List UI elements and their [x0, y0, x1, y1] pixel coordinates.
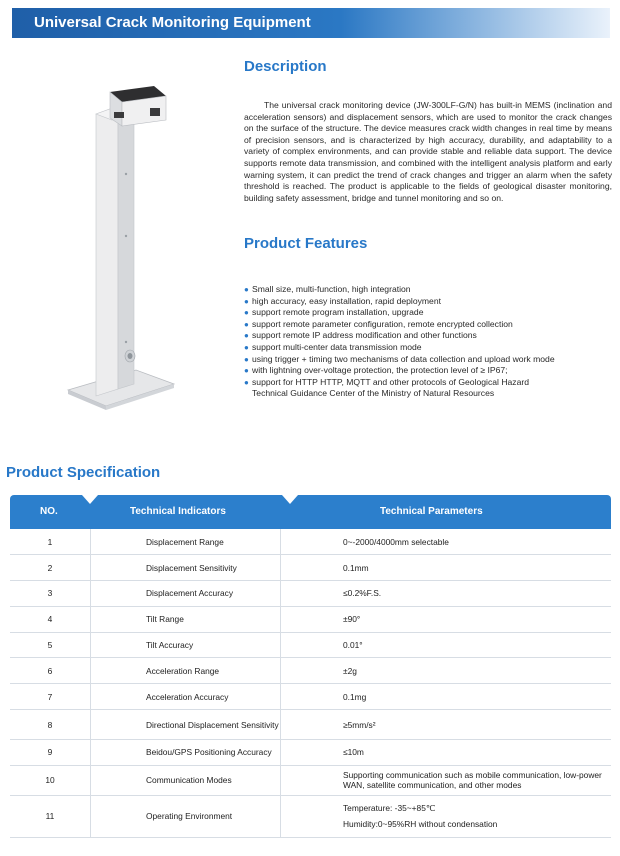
- header-divider: [82, 495, 98, 504]
- cell-no: 10: [10, 765, 91, 795]
- header-indicator: Technical Indicators: [130, 506, 226, 517]
- list-item: ● support remote IP address modification and other functions: [244, 330, 477, 341]
- cell-no: 11: [10, 795, 91, 837]
- table-row: [10, 529, 611, 555]
- cell-parameter: ±90°: [281, 606, 612, 632]
- cell-indicator: Beidou/GPS Positioning Accuracy: [91, 740, 281, 766]
- cell-parameter: 0.1mm: [281, 555, 612, 581]
- cell-indicator: Tilt Accuracy: [91, 632, 281, 658]
- list-item: ● Small size, multi-function, high integration: [244, 284, 411, 294]
- bullet-icon: ●: [244, 319, 249, 329]
- title-bar: [12, 8, 610, 38]
- cell-parameter: 0.1mg: [281, 684, 612, 710]
- bullet-icon: ●: [244, 331, 249, 341]
- cell-parameter: Supporting communication such as mobile communication, low-power WAN, satellite communication, and other modes: [281, 765, 612, 795]
- cell-parameter: 0.01°: [281, 632, 612, 658]
- spec-heading: Product Specification: [6, 464, 161, 481]
- table-row: [10, 740, 611, 766]
- cell-indicator: Displacement Accuracy: [91, 581, 281, 607]
- features-list: [244, 284, 564, 400]
- table-row: [10, 710, 611, 740]
- cell-no: 7: [10, 684, 91, 710]
- cell-parameter: ≥5mm/s²: [281, 710, 612, 740]
- features-heading: Product Features: [244, 235, 368, 252]
- list-item: ● using trigger + timing two mechanisms of data collection and upload work mode: [244, 353, 555, 364]
- table-row: [10, 606, 611, 632]
- spec-table: [10, 495, 611, 838]
- cell-indicator: Displacement Range: [91, 529, 281, 555]
- device-image: [66, 84, 176, 414]
- cell-no: 9: [10, 740, 91, 766]
- table-row: [10, 632, 611, 658]
- bullet-icon: ●: [244, 366, 249, 376]
- list-item: ● support for HTTP HTTP, MQTT and other protocols of Geological Hazard Technical Guidance Center of the Ministry of Natural Resources: [244, 376, 530, 399]
- header-no: NO.: [40, 506, 58, 517]
- spec-table-body: [10, 529, 611, 838]
- header-parameter: Technical Parameters: [380, 506, 483, 517]
- cell-indicator: Acceleration Range: [91, 658, 281, 684]
- cell-indicator: Directional Displacement Sensitivity: [91, 710, 281, 740]
- table-row: [10, 684, 611, 710]
- list-item: ● with lightning over-voltage protection, the protection level of ≥ IP67;: [244, 365, 508, 376]
- description-heading: Description: [244, 58, 327, 75]
- bullet-icon: ●: [244, 354, 249, 364]
- bullet-icon: ●: [244, 377, 249, 387]
- list-item: ● support remote parameter configuration, remote encrypted collection: [244, 318, 513, 329]
- page-title: Universal Crack Monitoring Equipment: [34, 14, 311, 31]
- cell-parameter: 0~-2000/4000mm selectable: [281, 529, 612, 555]
- table-header: [10, 495, 611, 529]
- cell-parameter: [281, 795, 612, 837]
- bullet-icon: ●: [244, 342, 249, 352]
- cell-parameter: ≤0.2%F.S.: [281, 581, 612, 607]
- list-item: ● support multi-center data transmission mode: [244, 341, 422, 352]
- cell-indicator: Operating Environment: [91, 795, 281, 837]
- cell-parameter: ±2g: [281, 658, 612, 684]
- bullet-icon: ●: [244, 296, 249, 306]
- list-item: ● high accuracy, easy installation, rapid deployment: [244, 295, 442, 306]
- description-text: The universal crack monitoring device (JW-300LF-G/N) has built-in MEMS (inclination and acceleration sensors) and displacement sensors, which are used to monitor the crack changes on the surface of the structure. The device measures crack width changes in real time by means of precision sensors, and is characterized by high accuracy, durability, and adaptability to a variety of complex environments, and can provide stable and reliable data support. The device supports remote data transmission, and combined with the intelligent analysis platform and early warning system, it can predict the trend of crack changes and trigger an alarm when the safety threshold is reached. The product is applicable to the fields of geological disaster monitoring, building safety assessment, bridge and tunnel monitoring and so on.: [244, 100, 612, 203]
- cell-indicator: Acceleration Accuracy: [91, 684, 281, 710]
- table-row: [10, 658, 611, 684]
- header-divider: [282, 495, 298, 504]
- cell-parameter: ≤10m: [281, 740, 612, 766]
- cell-no: 6: [10, 658, 91, 684]
- bullet-icon: ●: [244, 285, 249, 294]
- list-item: ● support remote program installation, upgrade: [244, 307, 424, 318]
- table-row: [10, 795, 611, 837]
- table-row: [10, 765, 611, 795]
- bullet-icon: ●: [244, 308, 249, 318]
- cell-indicator: Communication Modes: [91, 765, 281, 795]
- parameter-line: Temperature: -35~+85℃: [343, 803, 436, 814]
- cell-indicator: Displacement Sensitivity: [91, 555, 281, 581]
- cell-no: 2: [10, 555, 91, 581]
- table-row: [10, 581, 611, 607]
- cell-no: 3: [10, 581, 91, 607]
- parameter-line: Humidity:0~95%RH without condensation: [343, 819, 498, 830]
- cell-no: 8: [10, 710, 91, 740]
- cell-no: 4: [10, 606, 91, 632]
- cell-no: 5: [10, 632, 91, 658]
- cell-indicator: Tilt Range: [91, 606, 281, 632]
- table-row: [10, 555, 611, 581]
- cell-no: 1: [10, 529, 91, 555]
